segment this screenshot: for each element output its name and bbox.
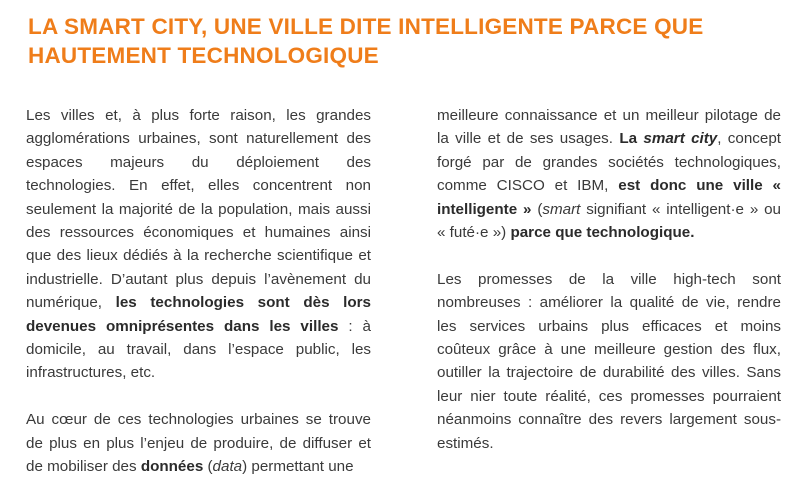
text-run: : à domicile, au travail, dans l’espace public, les infrastructures, etc. — [26, 317, 371, 382]
text-run: La — [619, 130, 644, 148]
text-run: ( — [531, 200, 543, 218]
bold-text — [619, 130, 717, 147]
bold-text: les technologies sont dès lors devenues omniprésentes dans les villes — [26, 294, 372, 335]
italic-text: smart — [542, 200, 581, 218]
bold-text: parce que technologique. — [510, 224, 695, 242]
italic-text: data — [212, 458, 243, 476]
italic-text: smart city — [643, 130, 718, 148]
bold-text: données — [140, 458, 204, 476]
text-run: , concept forgé par de grandes sociétés technologiques, comme CISCO et IBM, — [437, 130, 781, 195]
text-run: Au cœur de ces technologies urbaines se trouve de plus en plus l’enjeu de produire, de diffuser et de mobiliser des — [26, 411, 371, 476]
right-column — [437, 104, 781, 455]
text-run: ) permettant une — [242, 458, 354, 476]
paragraph-smart-city — [437, 104, 781, 244]
paragraph-promesses: Les promesses de la ville high-tech sont nombreuses : améliorer la qualité de vie, rendre les services urbains plus efficaces et moins coûteux grâce à une meilleure gestion des flux, outiller la trajectoire de durabilité des villes. Sans leur nier toute réalité, ces promesses pourraient néanmoins connaître des revers largement sous-estimés. — [437, 270, 781, 452]
bold-text: est donc une ville « intelligente » — [437, 177, 782, 218]
text-run: Les villes et, à plus forte raison, les grandes agglomérations urbaines, sont naturellement des espaces majeurs du déploiement des technologies. En effet, elles concentrent non seulement la majorité de la population, mais aussi des ressources économiques et humaines ainsi que des lieux dédiés à la recherche scientifique et industrielle. D’autant plus depuis l’avènement du numérique, — [26, 107, 371, 312]
paragraph-intro — [26, 104, 371, 385]
left-column — [26, 104, 371, 478]
section-title: LA SMART CITY, UNE VILLE DITE INTELLIGENTE PARCE QUE HAUTEMENT TECHNOLOGIQUE — [28, 14, 704, 68]
paragraph-data — [26, 408, 371, 478]
text-run: ( — [203, 458, 213, 476]
text-run: signifiant « intelligent·e » ou « futé·e ») — [437, 200, 782, 242]
text-run: meilleure connaissance et un meilleur pilotage de la ville et de ses usages. — [437, 107, 781, 148]
